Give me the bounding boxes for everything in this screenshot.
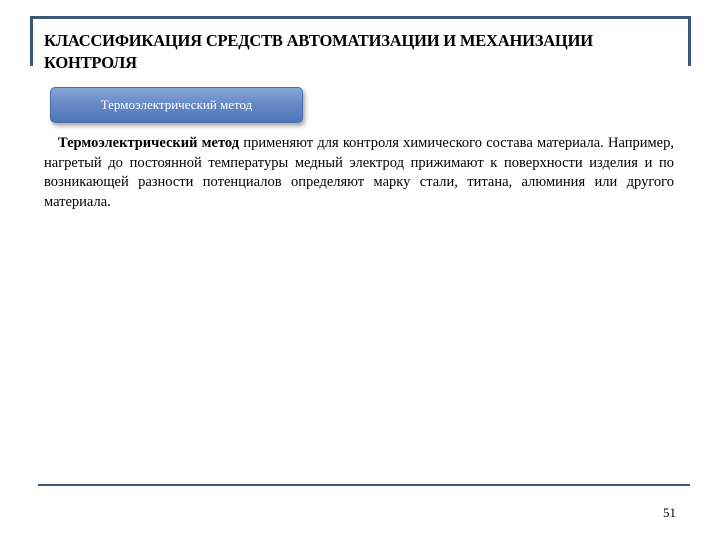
top-border (30, 16, 691, 19)
left-border (30, 16, 33, 66)
right-border (688, 16, 691, 66)
slide-title: КЛАССИФИКАЦИЯ СРЕДСТВ АВТОМАТИЗАЦИИ И МЕХАНИЗАЦИИ КОНТРОЛЯ (44, 31, 593, 72)
body-term: Термоэлектрический метод (58, 135, 240, 151)
bottom-border (38, 484, 690, 486)
page-number: 51 (663, 505, 676, 520)
body-paragraph (44, 134, 674, 212)
method-button[interactable] (50, 87, 303, 123)
body-text: применяют для контроля химического состава материала. Например, нагретый до постоянной температуры медный электрод прижимают к поверхности изделия и по возникающей разности потенциалов определяют марку стали, титана, алюминия или другого материала. (44, 135, 674, 210)
method-button-label: Термоэлектрический метод (100, 97, 253, 112)
